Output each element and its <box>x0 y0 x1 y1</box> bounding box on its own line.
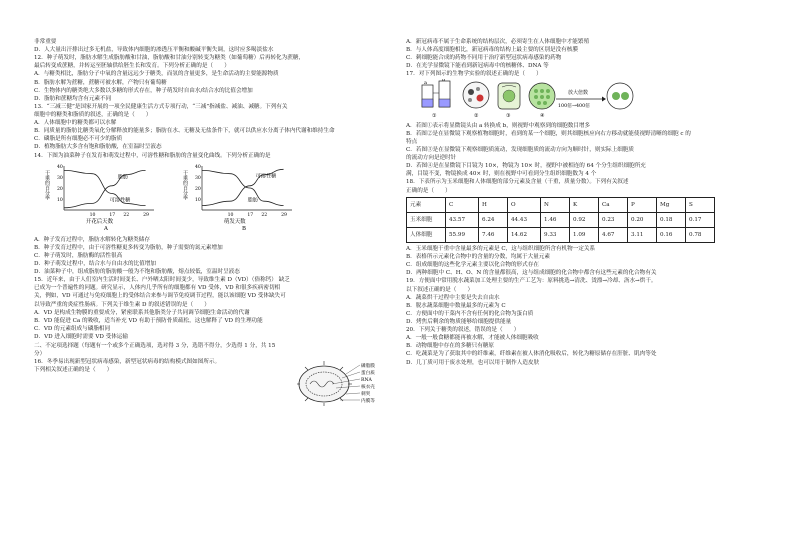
table-cell: 9.33 <box>541 227 570 242</box>
table-cell: 1.09 <box>570 227 599 242</box>
q19-option-c: C．方便面中的干菜内不含有任何的化合物为蛋白质 <box>406 310 534 317</box>
q17-option-c: C．若图③是在显微镜下观察细胞质流动，发现细胞质的流动方向为顺时针，则实际上细胞质 <box>406 146 635 153</box>
table-header-row <box>407 197 715 212</box>
chart-b-letter: B <box>242 225 246 232</box>
q16-stem-2: 下列相关叙述正确的是（ ） <box>34 367 113 374</box>
lens-a-label: a <box>424 79 427 86</box>
q15-stem-4: 以导致严重的炎症性肠病。下列关于维生素 D 的叙述错误的是（ ） <box>34 301 210 308</box>
q18-stem-2: 正确的是（ ） <box>406 187 451 194</box>
chart-a-x-tick: 22 <box>123 212 130 218</box>
q17-stem: 17．对下列图示的生物学实验的叙述正确的是（ ） <box>406 71 542 78</box>
q17-option-a: A．若图①表示将显微镜头由 a 转换成 b，则视野中观察到的细胞数目增多 <box>406 122 591 129</box>
q13-stem-2: 细胞中的糖类和脂质的叙述，正确的是（ ） <box>34 111 152 118</box>
q20-option-a: A．一般一般食糖都能再被水解，才能被人体细胞吸收 <box>406 335 539 342</box>
chart-b-series-label: 脂肪 <box>247 197 258 204</box>
chart-a-x-tick: 29 <box>143 212 149 218</box>
chart-a-series-label: 脂肪 <box>117 174 128 181</box>
q14-option-a: A．种子发育过程中，脂肪水解转化为糖类储存 <box>34 236 150 243</box>
table-header-cell: P <box>628 197 657 212</box>
chart-a-y-tick: 10 <box>57 197 63 203</box>
virus-label-3: RNA <box>361 378 372 384</box>
q19-stem-1: 19．方便面中常用脱水蔬菜加工处理主要的生产工艺为：原料挑选→清洗、烫漂→冷却、沥水→烘干。 <box>406 278 657 285</box>
figure-3-cytoplasm <box>498 83 520 119</box>
q17-option-d: D．若图④是在显微镜下目镜为 10×，物镜为 10× 时，视野中被相连的 64 个分生组织细胞所充 <box>406 163 646 170</box>
q18-option-a: A．玉米细胞干重中含量最多的元素是 C，这与组织细胞所含有机物一定关系 <box>406 245 596 252</box>
table-cell: 6.24 <box>479 212 508 227</box>
chart-a-x-label: 开花后天数 <box>86 218 113 225</box>
virus-label-1: 磷脂膜 <box>361 364 375 370</box>
element-table <box>406 197 715 243</box>
table-header-cell: 元素 <box>407 197 446 212</box>
chart-b-y-tick: 20 <box>195 186 201 192</box>
table-cell: 1.46 <box>541 212 570 227</box>
q15-option-a: A．VD 是构成生物膜的重要成分，紧密联系其他脂类分子共同调节细胞生命活动的代谢 <box>34 309 250 316</box>
table-cell: 4.67 <box>599 227 628 242</box>
q11-option-d: D．人大量出汗排出过多无机盐，导致体内细胞的渗透压平衡和酸碱平衡失调，这时应多喝淡盐水 <box>34 47 274 54</box>
chart-b-y-tick: 30 <box>195 175 201 181</box>
q12-option-d: D．脂肪和蔗糖均含有元素不同 <box>34 95 112 102</box>
lens-b-label: b <box>442 78 446 83</box>
q12-option-c: C．生物体内的糖类绝大多数以多糖的形式存在，种子萌发时自由水/结合水的比值会增加 <box>34 87 253 94</box>
q16-option-d: D．在光学显微镜下能看到新冠病毒中的核糖体、DNA 等 <box>406 63 549 70</box>
top-fragment: 非常重要 <box>34 39 57 45</box>
q18-option-d: D．两种细胞中 C、H、O、N 的含量都很高，这与组成细胞的化合物中都含有这些元素的化合物有关 <box>406 270 657 277</box>
q17-figure <box>406 79 706 119</box>
q20-option-c: C．吃蔬菜是为了获取其中的纤维素，纤维素在被人体消化吸收后，转化为糖原储存在肝脏、肌肉等处 <box>406 351 657 358</box>
q18-option-c: C．组成细胞的这些化学元素主要以化合物的形式存在 <box>406 262 539 269</box>
table-cell: 0.16 <box>657 227 686 242</box>
q15-option-b: B．VD 能促进 Ca 的吸收，适当补充 VD 有助于预防骨质疏松，这也解释了 VD 的生理功能 <box>34 317 263 324</box>
table-cell: 43.57 <box>446 212 479 227</box>
q20-stem: 20．下列关于糖类的叙述，错误的是（ ） <box>406 327 520 334</box>
table-header-cell: S <box>686 197 715 212</box>
q16-option-a: A．新冠病毒不属于生命系统的结构层次，必须寄生在人体细胞中才能繁殖 <box>406 39 590 45</box>
q15-option-d: D．VD 进入细胞时需要 VD 受体运输 <box>34 333 128 340</box>
q16-option-b: B．与人体高度细胞相比，新冠病毒的结构上最主要的区别是没有核膜 <box>406 47 578 54</box>
chart-a-y-tick: 30 <box>57 175 63 181</box>
q14-stem: 14．下图为油菜种子在发育和萌发过程中，可溶性糖和脂肪的含量变化曲线。下列分析正确的是 <box>34 152 271 159</box>
q20-option-d: D．几丁质可用于废水处理，也可以用于制作人造皮肤 <box>406 359 540 366</box>
q13-stem-1: 13．“三减三健”是国家开展的一项全民健康生活方式专项行动，“三减”指减盐、减油、减糖。下列有关 <box>34 103 288 110</box>
table-cell: 0.18 <box>657 212 686 227</box>
chart-a-series-label: 可溶性糖 <box>109 197 131 204</box>
q13-option-d: D．植物脂肪大多含有饱和脂肪酸，在室温时呈液态 <box>34 144 162 151</box>
table-cell: 0.92 <box>570 212 599 227</box>
chart-a-letter: A <box>104 225 108 232</box>
chart-b-x-tick: 17 <box>247 212 254 218</box>
q13-option-b: B．同质量的脂肪比糖类氧化分解释放的能量多；脂肪在水、无糖及无盐条件下，就可以供应水分离子体内代谢和维持生命 <box>34 128 335 135</box>
table-cell: 55.99 <box>446 227 479 242</box>
table-cell: 7.46 <box>479 227 508 242</box>
q15-stem-2: 已成为一个普遍性的问题。研究显示，人体内几乎所有的细胞都有 VD 受体，VD 和很多疾病密切相 <box>34 285 281 292</box>
table-header-cell: K <box>570 197 599 212</box>
table-cell: 0.23 <box>599 212 628 227</box>
chart-b-y-label: 干重的百分率 <box>182 169 188 200</box>
virus-label-5: 刺突 <box>361 392 371 398</box>
table-cell: 3.11 <box>628 227 657 242</box>
q16-block <box>34 358 396 405</box>
figure-3-number: ③ <box>506 112 511 119</box>
chart-b-x-label: 萌发天数 <box>224 218 246 225</box>
chart-b-x-tick: 22 <box>261 212 268 218</box>
q12-option-a: A．与糖类相比，脂肪分子中氧的含量远远少于糖类，而氢的含量更多，是生命活动的主要能源物质 <box>34 71 279 78</box>
chart-a-x-tick: 17 <box>109 212 116 218</box>
figure-4-magnification <box>529 83 633 119</box>
q18-option-b: B．表格所示元素化合物中的含量的分数，均属于大量元素 <box>406 254 550 261</box>
q14-option-b: B．种子发育过程中，由于可溶性糖更多转变为脂肪，种子需要的氮元素增加 <box>34 244 223 251</box>
virus-label-2: 蛋白质 <box>361 371 375 377</box>
table-header-cell: O <box>508 197 541 212</box>
q13-option-c: C．磷脂是所有细胞必不可少的脂质 <box>34 136 123 143</box>
section2-heading-2: 分） <box>34 351 46 358</box>
q14-option-d: D．种子萌发过程中，结合水与自由水的比值增加 <box>34 260 156 267</box>
q13-option-a: A．人体细胞中的糖类都可以水解 <box>34 120 117 127</box>
q19-option-d: D．烤焦后剩余的物质能够给细胞提供能量 <box>406 318 512 325</box>
q15-stem-3: 关，例如，VD 可通过与免疫细胞上的受体结合来参与调节免疫调节过程，能以该细胞 VD 受体缺失可 <box>34 293 286 300</box>
q19-option-a: A．蔬菜烘干过程中主要是失去自由水 <box>406 294 500 301</box>
q20-option-b: B．动物细胞中存在的多糖只有糖原 <box>406 343 495 350</box>
table-row <box>407 212 715 227</box>
chart-b-series-label: 可溶性糖 <box>255 172 277 179</box>
section2-heading-1: 二、不定项选择题（每题有一个或多个正确选项，选对得 3 分，选错不得分，少选得 1 分，共 15 <box>34 343 276 350</box>
q17-option-b-cont: 特点 <box>406 138 418 145</box>
q19-stem-2: 以下叙述正确的是（ ） <box>406 286 474 293</box>
q16-stem-1: 16．冬季易出现新型冠状病毒感染，新型冠状病毒的结构模式图如图所示。 <box>34 359 221 366</box>
table-row <box>407 227 715 242</box>
q17-option-b: B．若图②是在显微镜下观察植物细胞时，看到的某一个细胞，则其细胞核应向右方移动就能使视野清晰的细胞 c 的 <box>406 130 691 137</box>
q14-chart-figure <box>34 160 334 236</box>
table-cell: 0.20 <box>628 212 657 227</box>
q17-option-c-cont: 的流动方向是逆时针 <box>406 155 457 162</box>
chart-a-series-line <box>64 170 146 205</box>
virus-label-6: 内膜等 <box>361 399 375 405</box>
q14-option-c: C．种子萌发时，脂肪酶的活性很高 <box>34 252 123 259</box>
left-column <box>34 38 396 405</box>
q18-stem-1: 18．下表所示为玉米细胞和人体细胞的部分元素及含量（干重，质量分数）。下列有关叙述 <box>406 179 629 186</box>
table-cell: 44.43 <box>508 212 541 227</box>
q19-option-b: B．脱水蔬菜细胞中数量最多的元素为 C <box>406 302 506 309</box>
table-cell: 14.62 <box>508 227 541 242</box>
q17-option-d-cont: 满，目镜不变，物镜换成 40× 时，则在视野中可看到分生组织细胞数为 4 个 <box>406 171 597 178</box>
q12-stem-2: 最后转变成蔗糖，并转运至胚轴供给胚生长和发育。下列分析正确的是（ ） <box>34 63 230 70</box>
q15-stem-1: 15．近年来，由于人们室内生活时间变长、户外晒太阳时间变少，导致维生素 D（VD）（俗称钙） 缺乏 <box>34 277 290 284</box>
figure-1-number: ① <box>432 112 437 119</box>
q15-option-c: C．VD 的元素组成与磷脂相同 <box>34 325 111 332</box>
figure-2-number: ② <box>474 112 479 119</box>
virus-diagram <box>296 360 392 406</box>
right-column <box>406 38 762 367</box>
table-cell: 0.17 <box>686 212 715 227</box>
table-cell: 人体细胞 <box>407 227 446 242</box>
q12-stem-1: 12．种子萌发时，脂肪水解生成脂肪酸和甘油，脂肪酸和甘油分别转变为糖类（如葡萄糖）后再转化为蔗糖， <box>34 55 305 62</box>
table-header-cell: H <box>479 197 508 212</box>
chart-b-y-tick: 10 <box>195 197 201 203</box>
magnification-arrow-label: 放大倍数 <box>568 89 589 96</box>
chart-a-x-tick: 10 <box>89 212 96 218</box>
chart-a-y-tick: 20 <box>57 186 63 192</box>
table-header-cell: Mg <box>657 197 686 212</box>
table-header-cell: N <box>541 197 570 212</box>
figure-2-cells <box>463 82 489 119</box>
table-cell: 0.78 <box>686 227 715 242</box>
figure-4-number: ④ <box>540 112 545 119</box>
table-header-cell: Ca <box>599 197 628 212</box>
chart-a-y-label: 干重的百分率 <box>44 169 50 200</box>
magnification-value: 100倍→400倍 <box>558 103 590 109</box>
virus-envelope <box>299 366 349 402</box>
table-cell: 玉米细胞 <box>407 212 446 227</box>
q16-option-c: C．刺细胞能合成的药物不同用于治疗新型冠状病毒感染的药物 <box>406 55 562 62</box>
q14-option-d2: D．油菜种子中，组成脂肪的脂肪酸一般为不饱和脂肪酸，熔点较低，室温时呈液态 <box>34 269 240 276</box>
chart-a-y-tick: 40 <box>57 164 63 170</box>
table-header-cell: C <box>446 197 479 212</box>
q12-option-b: B．脂肪水解为蔗糖，蔗糖可被水解，产物只有葡萄糖 <box>34 79 167 86</box>
chart-b-y-tick: 40 <box>195 164 201 170</box>
virus-label-4: 核衣壳 <box>361 385 375 391</box>
chart-b-x-tick: 10 <box>227 212 234 218</box>
chart-b-x-tick: 29 <box>281 212 287 218</box>
figure-1-lenses <box>422 79 450 119</box>
